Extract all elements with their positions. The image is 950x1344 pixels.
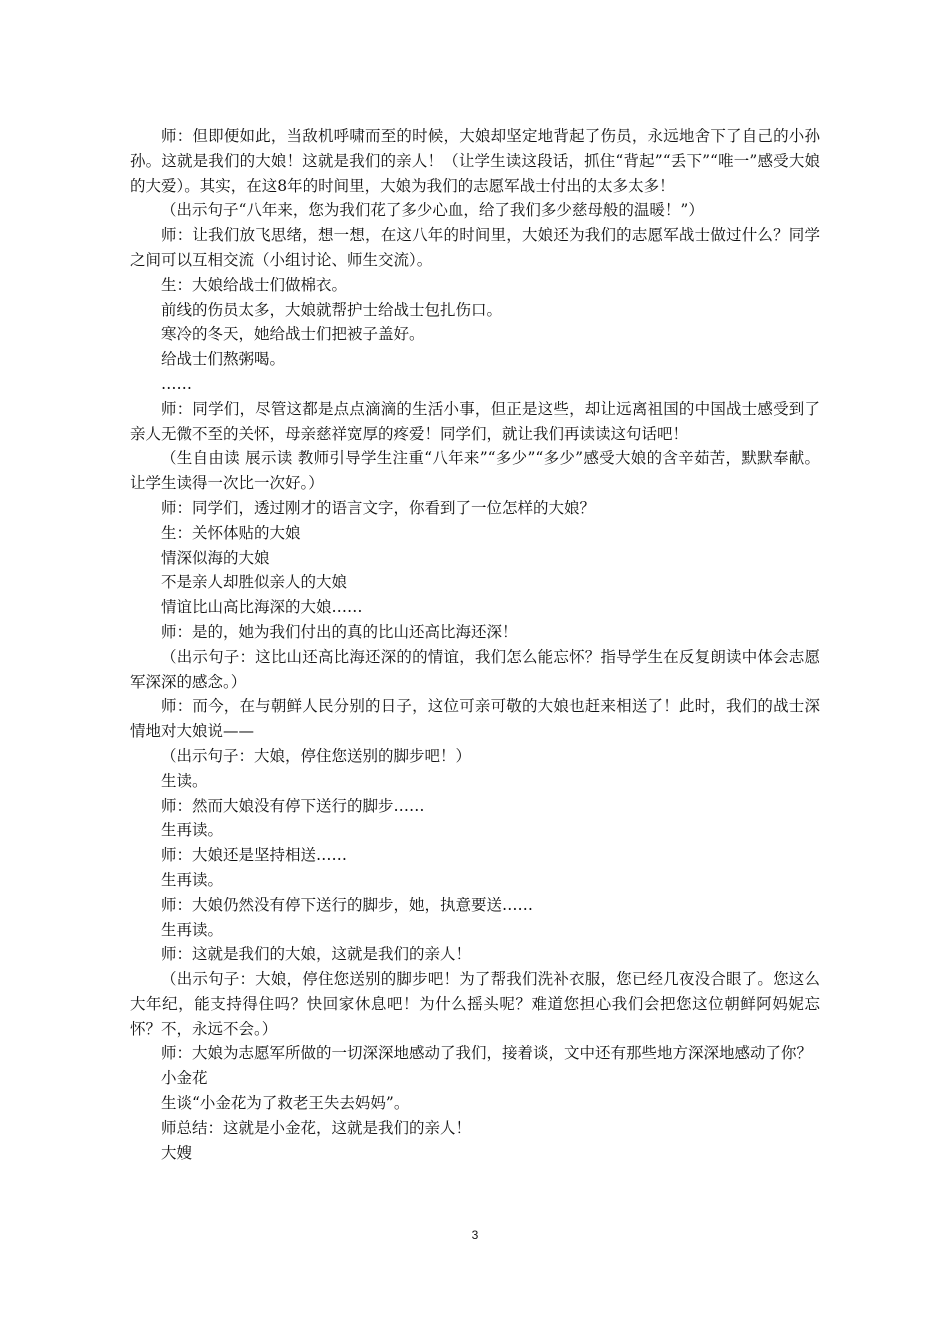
paragraph: 师：这就是我们的大娘，这就是我们的亲人！	[161, 945, 472, 964]
paragraph: 师：然而大娘没有停下送行的脚步……	[161, 796, 425, 815]
paragraph: 师：但即便如此，当敌机呼啸而至的时候，大娘却坚定地背起了伤员，永远地舍下了自己的小孙孙。这就是我们的大娘！这就是我们的亲人！（让学生读这段话，抓住“背起”“丢下”“唯一”感受大娘的大爱）。其实，在这8年的时间里，大娘为我们的志愿军战士付出的太多太多！	[130, 127, 820, 195]
paragraph: 寒冷的冬天，她给战士们把被子盖好。	[161, 325, 425, 344]
paragraph: 生再读。	[161, 920, 224, 939]
paragraph: 师总结：这就是小金花，这就是我们的亲人！	[161, 1118, 472, 1137]
paragraph: 师：大娘仍然没有停下送行的脚步，她，执意要送……	[161, 895, 534, 914]
paragraph: 给战士们熬粥喝。	[161, 350, 286, 369]
paragraph: 大嫂	[161, 1143, 193, 1162]
paragraph: 生再读。	[161, 821, 224, 840]
paragraph: 生谈“小金花为了救老王失去妈妈”。	[161, 1094, 410, 1113]
paragraph: （出示句子：大娘，停住您送别的脚步吧！为了帮我们洗补衣服，您已经几夜没合眼了。您这么大年纪，能支持得住吗？快回家休息吧！为什么摇头呢？难道您担心我们会把您这位朝鲜阿妈妮忘怀？不，永远不会。）	[130, 970, 820, 1038]
paragraph: （出示句子：这比山还高比海还深的的情谊，我们怎么能忘怀？指导学生在反复朗读中体会志愿军深深的感念。）	[130, 647, 820, 691]
paragraph: 师：是的，她为我们付出的真的比山还高比海还深！	[161, 622, 518, 641]
paragraph: 师：大娘为志愿军所做的一切深深地感动了我们，接着谈，文中还有那些地方深深地感动了你？	[161, 1044, 813, 1063]
paragraph: ……	[161, 374, 192, 393]
paragraph: （出示句子：大娘，停住您送别的脚步吧！）	[161, 746, 472, 765]
paragraph: 师：而今，在与朝鲜人民分别的日子，这位可亲可敬的大娘也赶来相送了！此时，我们的战士深情地对大娘说——	[130, 697, 820, 741]
paragraph: 前线的伤员太多，大娘就帮护士给战士包扎伤口。	[161, 300, 503, 319]
paragraph: 生：关怀体贴的大娘	[161, 523, 301, 542]
paragraph: 不是亲人却胜似亲人的大娘	[161, 573, 348, 592]
paragraph: 师：同学们，透过刚才的语言文字，你看到了一位怎样的大娘？	[161, 498, 596, 517]
paragraph: 生：大娘给战士们做棉衣。	[161, 275, 348, 294]
paragraph: 生再读。	[161, 870, 224, 889]
paragraph: 师：让我们放飞思绪，想一想，在这八年的时间里，大娘还为我们的志愿军战士做过什么？同学之间可以互相交流（小组讨论、师生交流）。	[130, 226, 820, 269]
document-body	[130, 124, 820, 1165]
paragraph: 师：大娘还是坚持相送……	[161, 846, 348, 865]
paragraph: 师：同学们，尽管这都是点点滴滴的生活小事，但正是这些，却让远离祖国的中国战士感受到了亲人无微不至的关怀，母亲慈祥宽厚的疼爱！同学们，就让我们再读读这句话吧！	[130, 399, 820, 443]
paragraph: 小金花	[161, 1069, 208, 1088]
paragraph: 情谊比山高比海深的大娘……	[161, 598, 363, 617]
paragraph: 情深似海的大娘	[161, 548, 270, 567]
page-number: 3	[471, 1228, 479, 1242]
paragraph: （出示句子“八年来，您为我们花了多少心血，给了我们多少慈母般的温暖！”）	[161, 201, 704, 220]
paragraph: （生自由读 展示读 教师引导学生注重“八年来”“多少”“多少”感受大娘的含辛茹苦，默默奉献。让学生读得一次比一次好。）	[130, 449, 820, 493]
paragraph: 生读。	[161, 771, 208, 790]
